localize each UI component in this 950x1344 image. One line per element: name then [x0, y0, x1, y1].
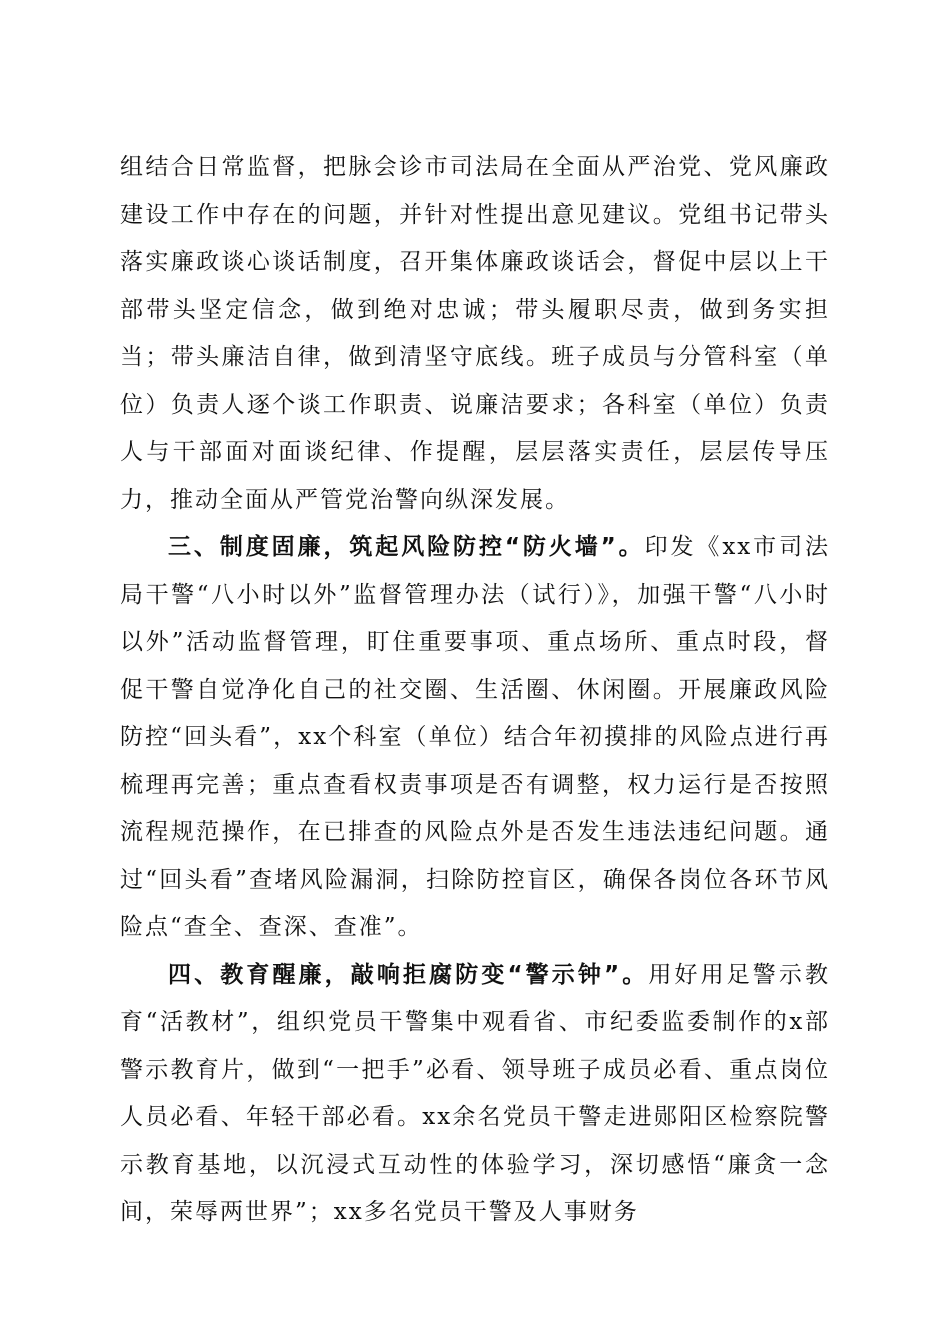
document-body — [120, 144, 830, 1237]
section-four-text: 用好用足警示教育“活教材”，组织党员干警集中观看省、市纪委监委制作的x部警示教育片，做到“一把手”必看、领导班子成员必看、重点岗位人员必看、年轻干部必看。xx余名党员干警走进郧阳区检察院警示教育基地，以沉浸式互动性的体验学习，深切感悟“廉贪一念间，荣辱两世界”；xx多名党员干警及人事财务 — [120, 961, 831, 1225]
section-four-heading: 四、教育醒廉，敲响拒腐防变“警示钟”。 — [168, 961, 649, 988]
paragraph-1-text: 组结合日常监督，把脉会诊市司法局在全面从严治党、党风廉政建设工作中存在的问题，并针对性提出意见建议。党组书记带头落实廉政谈心谈话制度，召开集体廉政谈话会，督促中层以上干部带头坚定信念，做到绝对忠诚；带头履职尽责，做到务实担当；带头廉洁自律，做到清坚守底线。班子成员与分管科室（单位）负责人逐个谈工作职责、说廉洁要求；各科室（单位）负责人与干部面对面谈纪律、作提醒，层层落实责任，层层传导压力，推动全面从严管党治警向纵深发展。 — [120, 154, 830, 513]
paragraph-continuation — [120, 144, 830, 524]
section-three-heading: 三、制度固廉，筑起风险防控“防火墙”。 — [168, 534, 645, 560]
paragraph-section-four — [120, 952, 830, 1237]
paragraph-section-three — [120, 524, 830, 952]
section-three-text: 印发《xx市司法局干警“八小时以外”监督管理办法（试行）》，加强干警“八小时以外”活动监督管理，盯住重要事项、重点场所、重点时段，督促干警自觉净化自己的社交圈、生活圈、休闲圈。开展廉政风险防控“回头看”，xx个科室（单位）结合年初摸排的风险点进行再梳理再完善；重点查看权责事项是否有调整，权力运行是否按照流程规范操作，在已排查的风险点外是否发生违法违纪问题。通过“回头看”查堵风险漏洞，扫除防控盲区，确保各岗位各环节风险点“查全、查深、查准”。 — [120, 534, 830, 940]
